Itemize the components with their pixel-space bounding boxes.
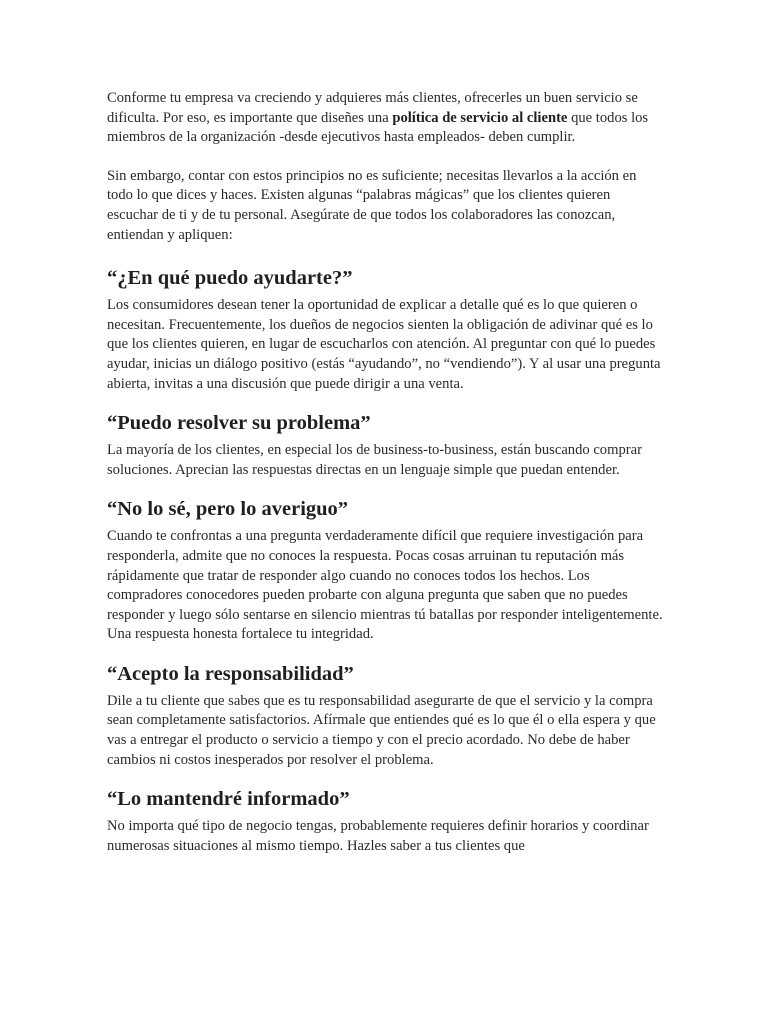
section-responsabilidad (107, 661, 663, 770)
section-heading: “¿En qué puedo ayudarte?” (107, 267, 353, 290)
section-heading: “Lo mantendré informado” (107, 788, 350, 811)
policy-emphasis: política de servicio al cliente (392, 109, 568, 126)
section-ayudarte (107, 265, 663, 394)
section-body: Cuando te confrontas a una pregunta verdaderamente difícil que requiere investigación para responderla, admite que no conoces la respuesta. Pocas cosas arruinan tu reputación más rápidamente que tratar de responder algo cuando no conoces todos los hechos. Los compradores conocedores pueden probarte con alguna pregunta que saben que no puedes responder y luego sólo sentarse en silencio mientras tú batallas por responder inteligentemente. Una respuesta honesta fortalece tu integridad. (107, 528, 663, 643)
section-body: La mayoría de los clientes, en especial los de business-to-business, están buscando comprar soluciones. Aprecian las respuestas directas en un lenguaje simple que puedan entender. (107, 442, 642, 478)
document-page (107, 89, 663, 872)
section-resolver (107, 410, 663, 480)
section-body: No importa qué tipo de negocio tengas, probablemente requieres definir horarios y coordinar numerosas situaciones al mismo tiempo. Hazles saber a tus clientes que (107, 818, 649, 854)
section-body: Los consumidores desean tener la oportunidad de explicar a detalle qué es lo que quieren o necesitan. Frecuentemente, los dueños de negocios sienten la obligación de adivinar qué es lo que los clientes quieren, en lugar de escucharlos con atención. Al preguntar con qué lo puedes ayudar, inicias un diálogo positivo (estás “ayudando”, no “vendiendo”). Y al usar una pregunta abierta, invitas a una discusión que puede dirigir a una venta. (107, 297, 661, 392)
intro-paragraph-2: Sin embargo, contar con estos principios no es suficiente; necesitas llevarlos a la acción en todo lo que dices y haces. Existen algunas “palabras mágicas” que los clientes quieren escuchar de ti y de tu personal. Asegúrate de que todos los colaboradores las conozcan, entiendan y apliquen: (107, 167, 637, 243)
section-averiguo (107, 496, 663, 645)
section-heading: “Puedo resolver su problema” (107, 412, 371, 435)
section-heading: “Acepto la responsabilidad” (107, 662, 354, 685)
intro-paragraph-1 (107, 89, 663, 148)
section-informado (107, 786, 663, 856)
intro-text-2: que todos los miembros de la organización -desde ejecutivos hasta empleados- deben cumplir. (107, 109, 649, 146)
section-heading: “No lo sé, pero lo averiguo” (107, 498, 349, 521)
intro-text-1: Conforme tu empresa va creciendo y adquieres más clientes, ofrecerles un buen servicio se dificulta. Por eso, es importante que diseñes una (107, 90, 638, 126)
section-body: Dile a tu cliente que sabes que es tu responsabilidad asegurarte de que el servicio y la compra sean completamente satisfactorios. Afírmale que entiendes qué es lo que él o ella espera y que vas a entregar el producto o servicio a tiempo y con el precio acordado. No debe de haber cambios ni costos inesperados por resolver el problema. (107, 692, 656, 768)
